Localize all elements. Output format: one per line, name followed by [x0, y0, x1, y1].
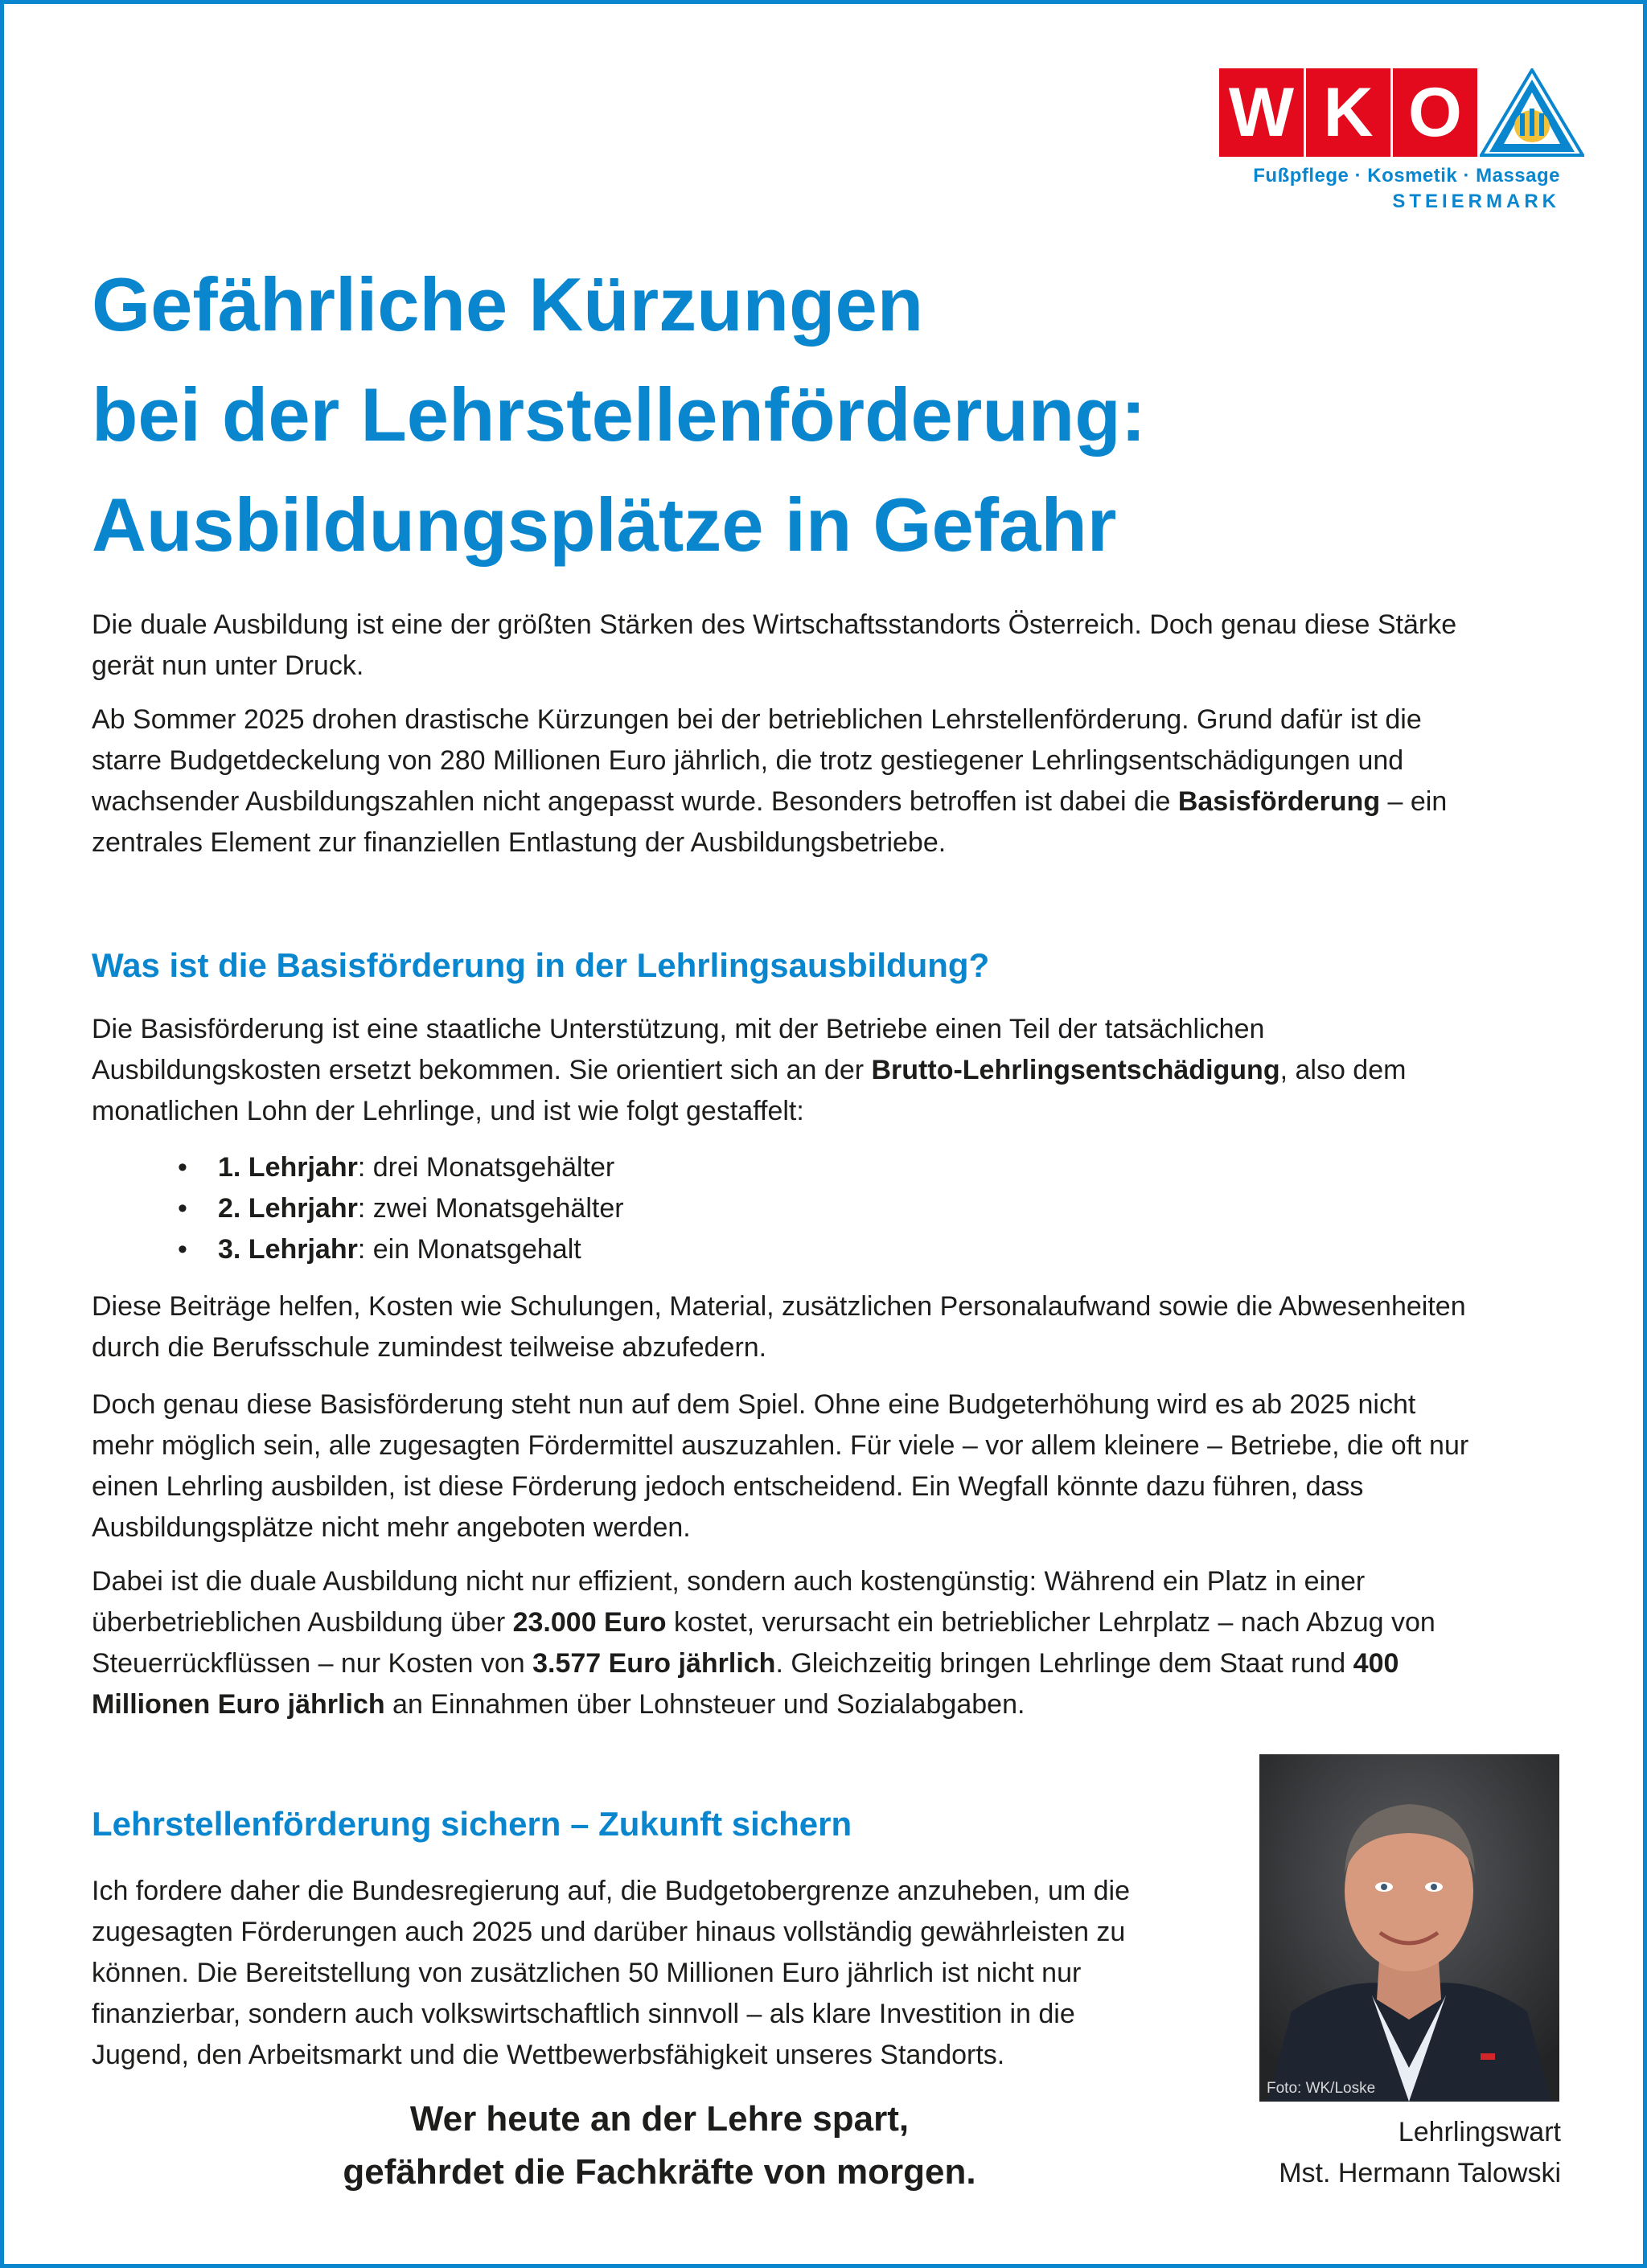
bold-amount: Millionen Euro jährlich — [92, 1689, 385, 1720]
s1-p4-line-1: Dabei ist die duale Ausbildung nicht nur effizient, sondern auch kostengünstig: Während ein Platz in einer — [92, 1566, 1366, 1597]
lehrjahr-list — [178, 1147, 821, 1270]
text-run: Ausbildungskosten ersetzt bekommen. Sie orientiert sich an der — [92, 1055, 872, 1085]
section1-paragraph-1 — [92, 1009, 1563, 1132]
bullet-icon: • — [178, 1193, 187, 1224]
s2-p1-line-1: Ich fordere daher die Bundesregierung auf, die Budgetobergrenze anzuheben, um die — [92, 1876, 1131, 1906]
closing-slogan — [177, 2093, 1142, 2199]
title-line-2: bei der Lehrstellenförderung: — [92, 372, 1146, 457]
title-line-3: Ausbildungsplätze in Gefahr — [92, 482, 1117, 567]
bold-brutto-lehrlingsentschaedigung: Brutto-Lehrlingsentschädigung — [871, 1055, 1280, 1085]
list-item-value: : drei Monatsgehälter — [357, 1152, 615, 1183]
list-item — [178, 1147, 821, 1188]
list-item-value: : ein Monatsgehalt — [357, 1234, 581, 1265]
bullet-icon: • — [178, 1234, 187, 1265]
s2-p1-line-2: zugesagten Förderungen auch 2025 und darüber hinaus vollständig gewährleisten zu — [92, 1917, 1126, 1947]
intro-p2-line-2: starre Budgetdeckelung von 280 Millionen Euro jährlich, die trotz gestiegener Lehrlingsentschädigungen und — [92, 745, 1404, 776]
guild-emblem-icon — [1480, 68, 1584, 157]
slogan-line-2: gefährdet die Fachkräfte von morgen. — [343, 2152, 976, 2192]
intro-p2-line-4: zentrales Element zur finanziellen Entlastung der Ausbildungsbetriebe. — [92, 827, 947, 858]
section2-paragraph — [92, 1871, 1234, 2076]
s1-p4-line-3 — [92, 1643, 1563, 1684]
portrait-illustration — [1259, 1754, 1559, 2102]
s1-p2-line-1: Diese Beiträge helfen, Kosten wie Schulungen, Material, zusätzlichen Personalaufwand sowie die Abwesenheiten — [92, 1291, 1466, 1322]
list-item — [178, 1229, 821, 1270]
logo-region: STEIERMARK — [1392, 191, 1560, 212]
list-item — [178, 1188, 821, 1229]
text-run: an Einnahmen über Lohnsteuer und Sozialabgaben. — [384, 1689, 1025, 1720]
text-run: überbetrieblichen Ausbildung über — [92, 1607, 513, 1638]
page-title — [92, 249, 1146, 580]
bold-basisfoerderung: Basisförderung — [1177, 786, 1381, 817]
list-item-text — [218, 1147, 614, 1188]
s2-p1-line-5: Jugend, den Arbeitsmarkt und die Wettbewerbsfähigkeit unseres Standorts. — [92, 2040, 1005, 2070]
section1-paragraph-4 — [92, 1561, 1563, 1725]
list-item-value: : zwei Monatsgehälter — [357, 1193, 624, 1224]
text-run: wachsender Ausbildungszahlen nicht angepasst wurde. Besonders betroffen ist dabei die — [92, 786, 1178, 817]
s1-p3-line-1: Doch genau diese Basisförderung steht nun auf dem Spiel. Ohne eine Budgeterhöhung wird es ab 2025 nicht — [92, 1389, 1416, 1420]
text-run: , also dem — [1279, 1055, 1407, 1085]
logo-letter-o: O — [1393, 68, 1477, 157]
s1-p3-line-4: Ausbildungsplätze nicht mehr angeboten werden. — [92, 1512, 691, 1543]
list-item-label: 3. Lehrjahr — [218, 1234, 358, 1265]
intro-paragraph-1 — [92, 605, 1563, 687]
signature-role: Lehrlingswart — [1398, 2117, 1561, 2147]
intro-paragraph-2 — [92, 699, 1563, 863]
wko-logo — [1219, 68, 1577, 217]
s1-p1-line-1: Die Basisförderung ist eine staatliche Unterstützung, mit der Betriebe einen Teil der tatsächlichen — [92, 1014, 1265, 1044]
s1-p1-line-2 — [92, 1050, 1563, 1091]
logo-subtitle: Fußpflege · Kosmetik · Massage — [1253, 165, 1560, 187]
text-run: – ein — [1380, 786, 1448, 817]
intro-p2-line-3 — [92, 781, 1563, 822]
bold-amount: 23.000 Euro — [512, 1607, 667, 1638]
text-run: kostet, verursacht ein betrieblicher Lehrplatz – nach Abzug von — [666, 1607, 1435, 1638]
text-run: . Gleichzeitig bringen Lehrlinge dem Staat rund — [775, 1648, 1353, 1679]
s1-p4-line-4 — [92, 1684, 1563, 1725]
intro-p1-line-2: gerät nun unter Druck. — [92, 650, 364, 681]
section1-paragraph-2 — [92, 1286, 1563, 1368]
list-item-label: 2. Lehrjahr — [218, 1193, 358, 1224]
photo-credit: Foto: WK/Loske — [1267, 2080, 1376, 2097]
intro-p1-line-1: Die duale Ausbildung ist eine der größten Stärken des Wirtschaftsstandorts Österreich. Doch genau diese Stärke — [92, 609, 1457, 640]
section1-heading: Was ist die Basisförderung in der Lehrlingsausbildung? — [92, 946, 990, 984]
bullet-icon: • — [178, 1152, 187, 1183]
portrait-photo — [1259, 1754, 1559, 2102]
intro-p2-line-1: Ab Sommer 2025 drohen drastische Kürzungen bei der betrieblichen Lehrstellenförderung. Grund dafür ist die — [92, 704, 1422, 735]
slogan-line-1: Wer heute an der Lehre spart, — [409, 2099, 910, 2139]
s1-p3-line-2: mehr möglich sein, alle zugesagten Fördermittel auszuzahlen. Für viele – vor allem kleinere – Betriebe, die oft nur — [92, 1430, 1469, 1461]
text-run: Steuerrückflüssen – nur Kosten von — [92, 1648, 533, 1679]
section1-paragraph-3 — [92, 1384, 1563, 1548]
list-item-text — [218, 1188, 624, 1229]
title-line-1: Gefährliche Kürzungen — [92, 262, 924, 347]
list-item-text — [218, 1229, 581, 1270]
section2-heading: Lehrstellenförderung sichern – Zukunft sichern — [92, 1805, 852, 1843]
signature-name: Mst. Hermann Talowski — [1279, 2158, 1561, 2188]
s2-p1-line-4: finanzierbar, sondern auch volkswirtschaftlich sinnvoll – als klare Investition in die — [92, 1999, 1075, 2029]
list-item-label: 1. Lehrjahr — [218, 1152, 358, 1183]
s1-p3-line-3: einen Lehrling ausbilden, ist diese Förderung jedoch entscheidend. Ein Wegfall könnte dazu führen, dass — [92, 1471, 1364, 1502]
s1-p1-line-3: monatlichen Lohn der Lehrlinge, und ist wie folgt gestaffelt: — [92, 1096, 804, 1126]
s1-p2-line-2: durch die Berufsschule zumindest teilweise abzufedern. — [92, 1332, 767, 1363]
bold-amount: 400 — [1353, 1648, 1399, 1679]
s2-p1-line-3: können. Die Bereitstellung von zusätzlichen 50 Millionen Euro jährlich ist nicht nur — [92, 1958, 1082, 1988]
s1-p4-line-2 — [92, 1602, 1563, 1643]
logo-letter-w: W — [1219, 68, 1304, 157]
bold-amount: 3.577 Euro jährlich — [532, 1648, 776, 1679]
logo-letter-k: K — [1306, 68, 1390, 157]
